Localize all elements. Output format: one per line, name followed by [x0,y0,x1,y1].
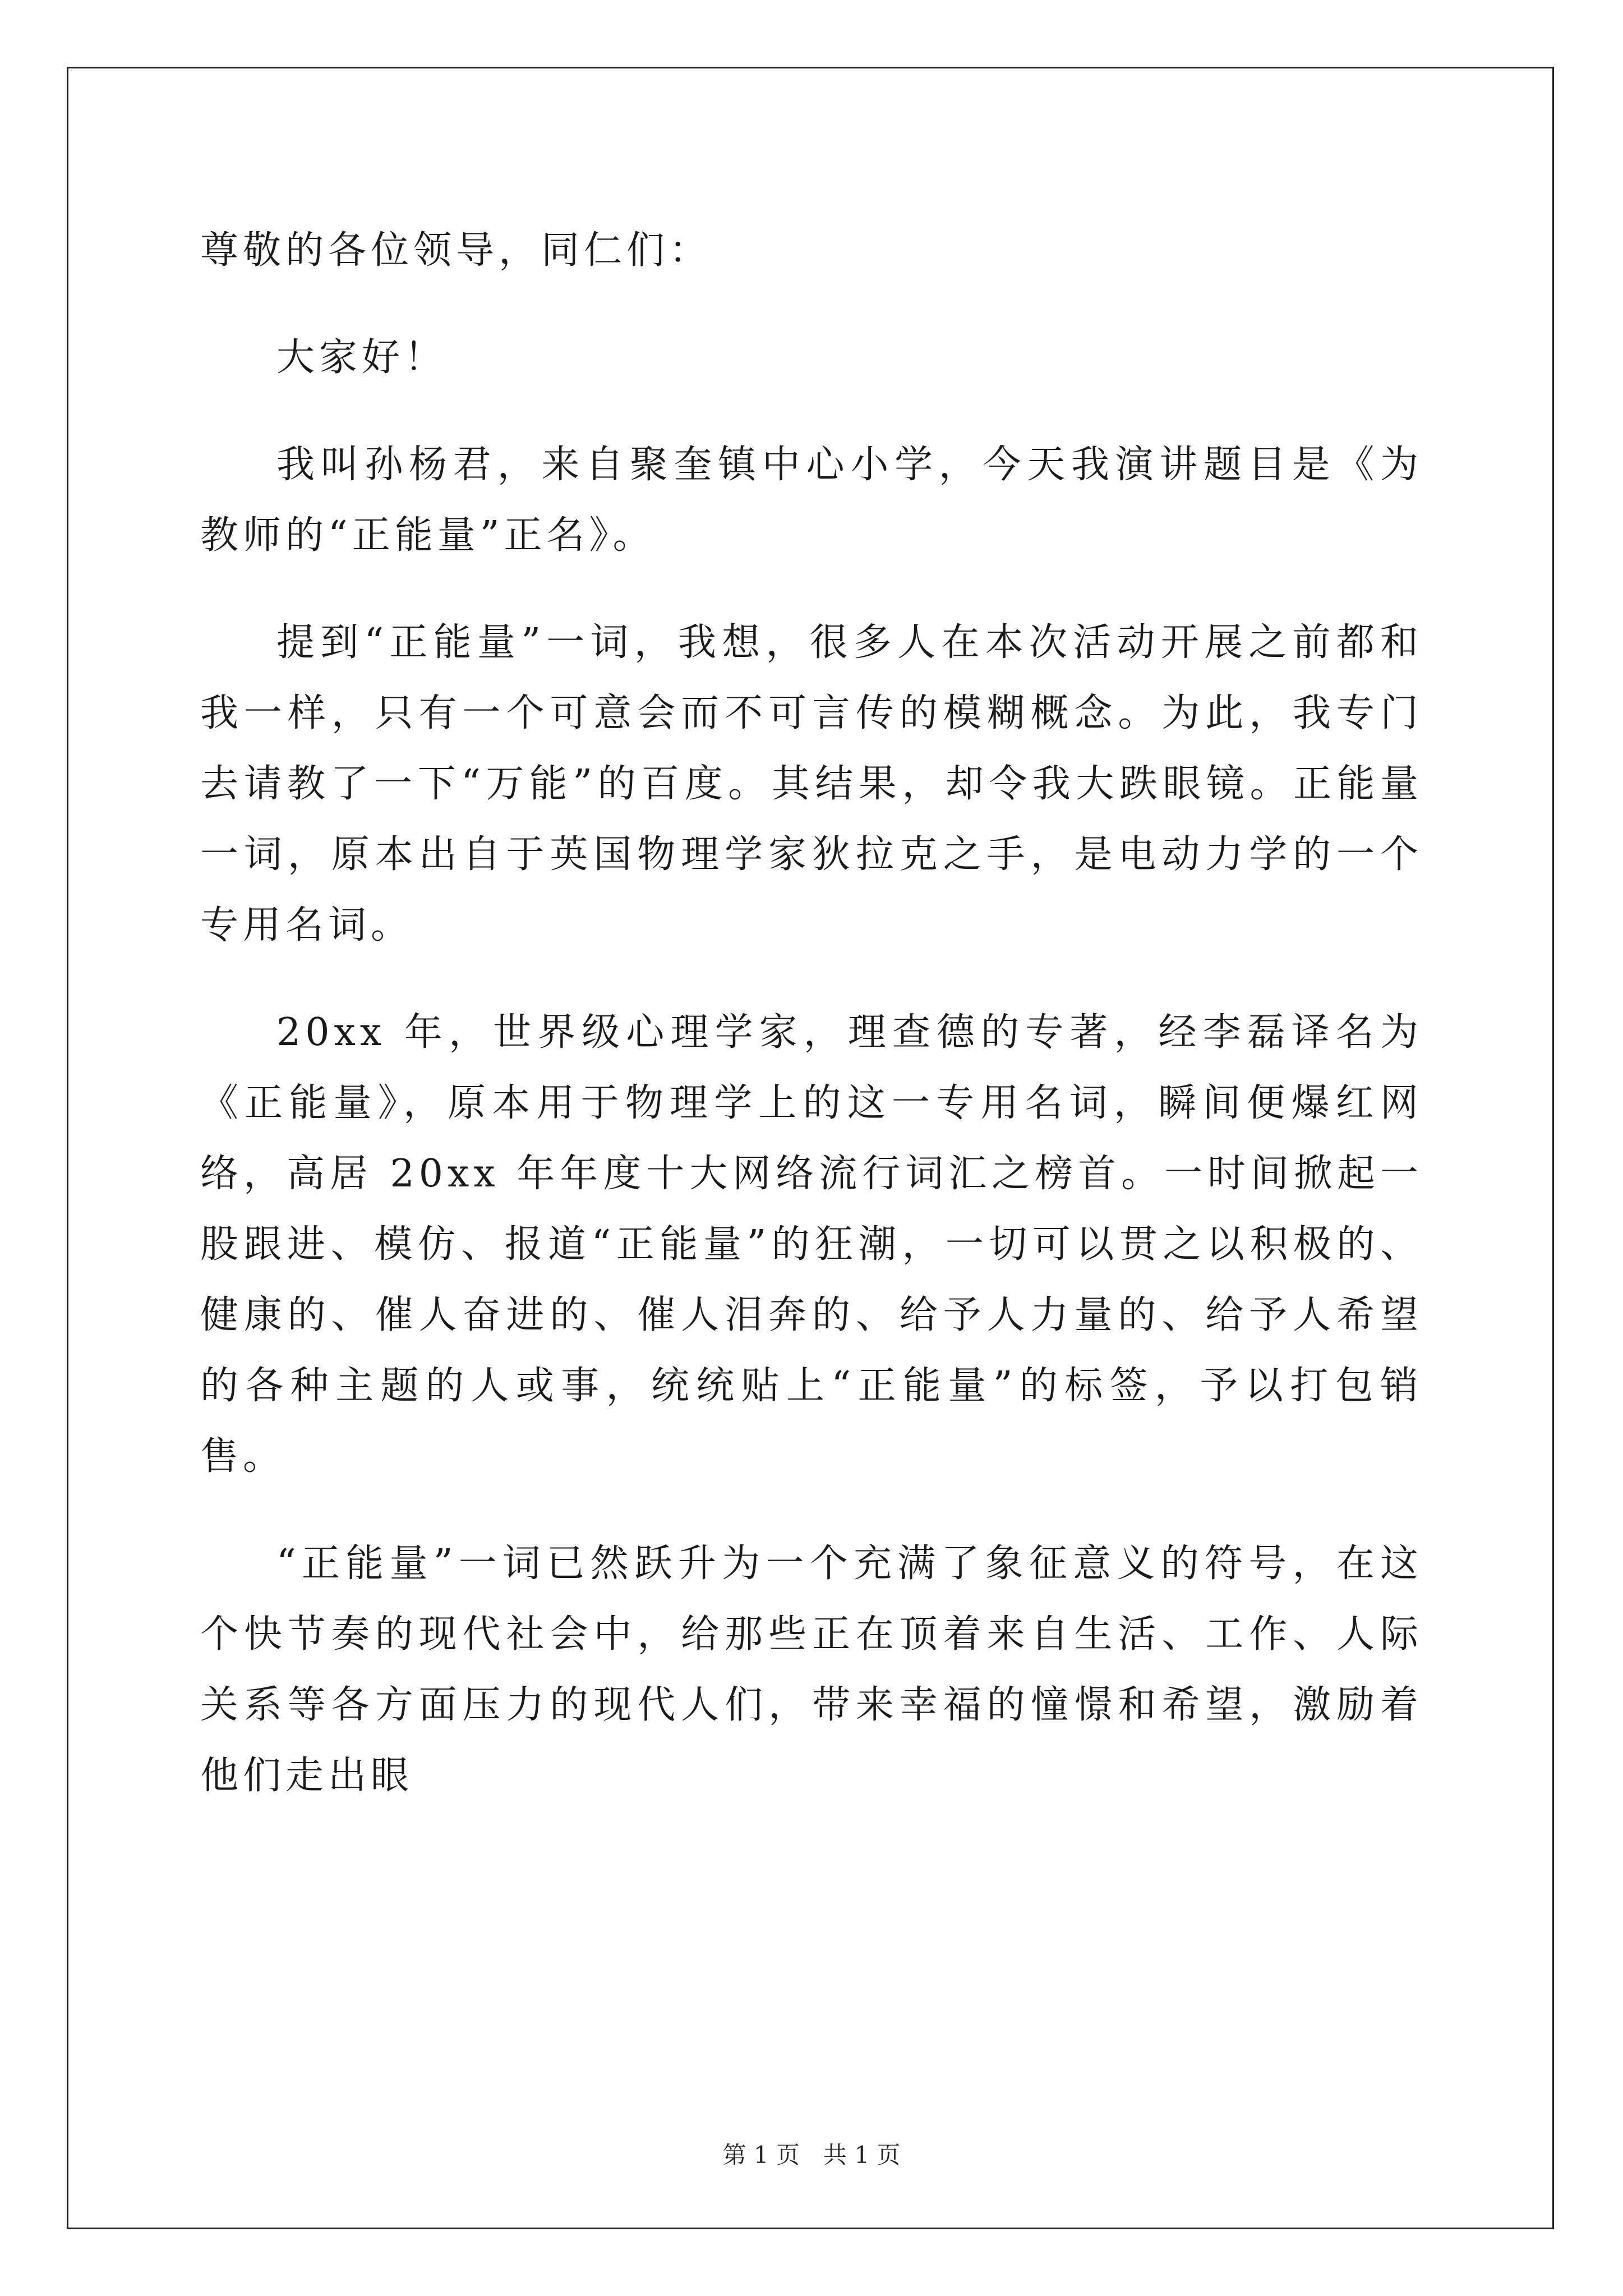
salutation: 尊敬的各位领导，同仁们： [200,228,712,273]
paragraph-symbol: “正能量”一词已然跃升为一个充满了象征意义的符号，在这个快节奏的现代社会中，给那些正在顶着来自生活、工作、人际关系等各方面压力的现代人们，带来幸福的憧憬和希望，激励着他们走出眼 [200,1542,1423,1798]
paragraph-popularity: 20xx 年，世界级心理学家，理查德的专著，经李磊译名为《正能量》，原本用于物理学上的这一专用名词，瞬间便爆红网络，高居 20xx 年年度十大网络流行词汇之榜首。一时间掀起一股跟进、模仿、报道“正能量”的狂潮，一切可以贯之以积极的、健康的、催人奋进的、催人泪奔的、给予人力量的、给予人希望的各种主题的人或事，统统贴上“正能量”的标签，予以打包销售。 [200,1010,1423,1479]
page-number-footer: 第 1 页 共 1 页 [722,2141,901,2169]
paragraph-introduction: 我叫孙杨君，来自聚奎镇中心小学，今天我演讲题目是《为教师的“正能量”正名》。 [200,443,1423,558]
paragraph-greeting: 大家好！ [276,335,448,380]
document-body [200,215,1423,1848]
paragraph-definition: 提到“正能量”一词，我想，很多人在本次活动开展之前都和我一样，只有一个可意会而不可言传的模糊概念。为此，我专门去请教了一下“万能”的百度。其结果，却令我大跌眼镜。正能量一词，原本出自于英国物理学家狄拉克之手，是电动力学的一个专用名词。 [200,620,1423,947]
